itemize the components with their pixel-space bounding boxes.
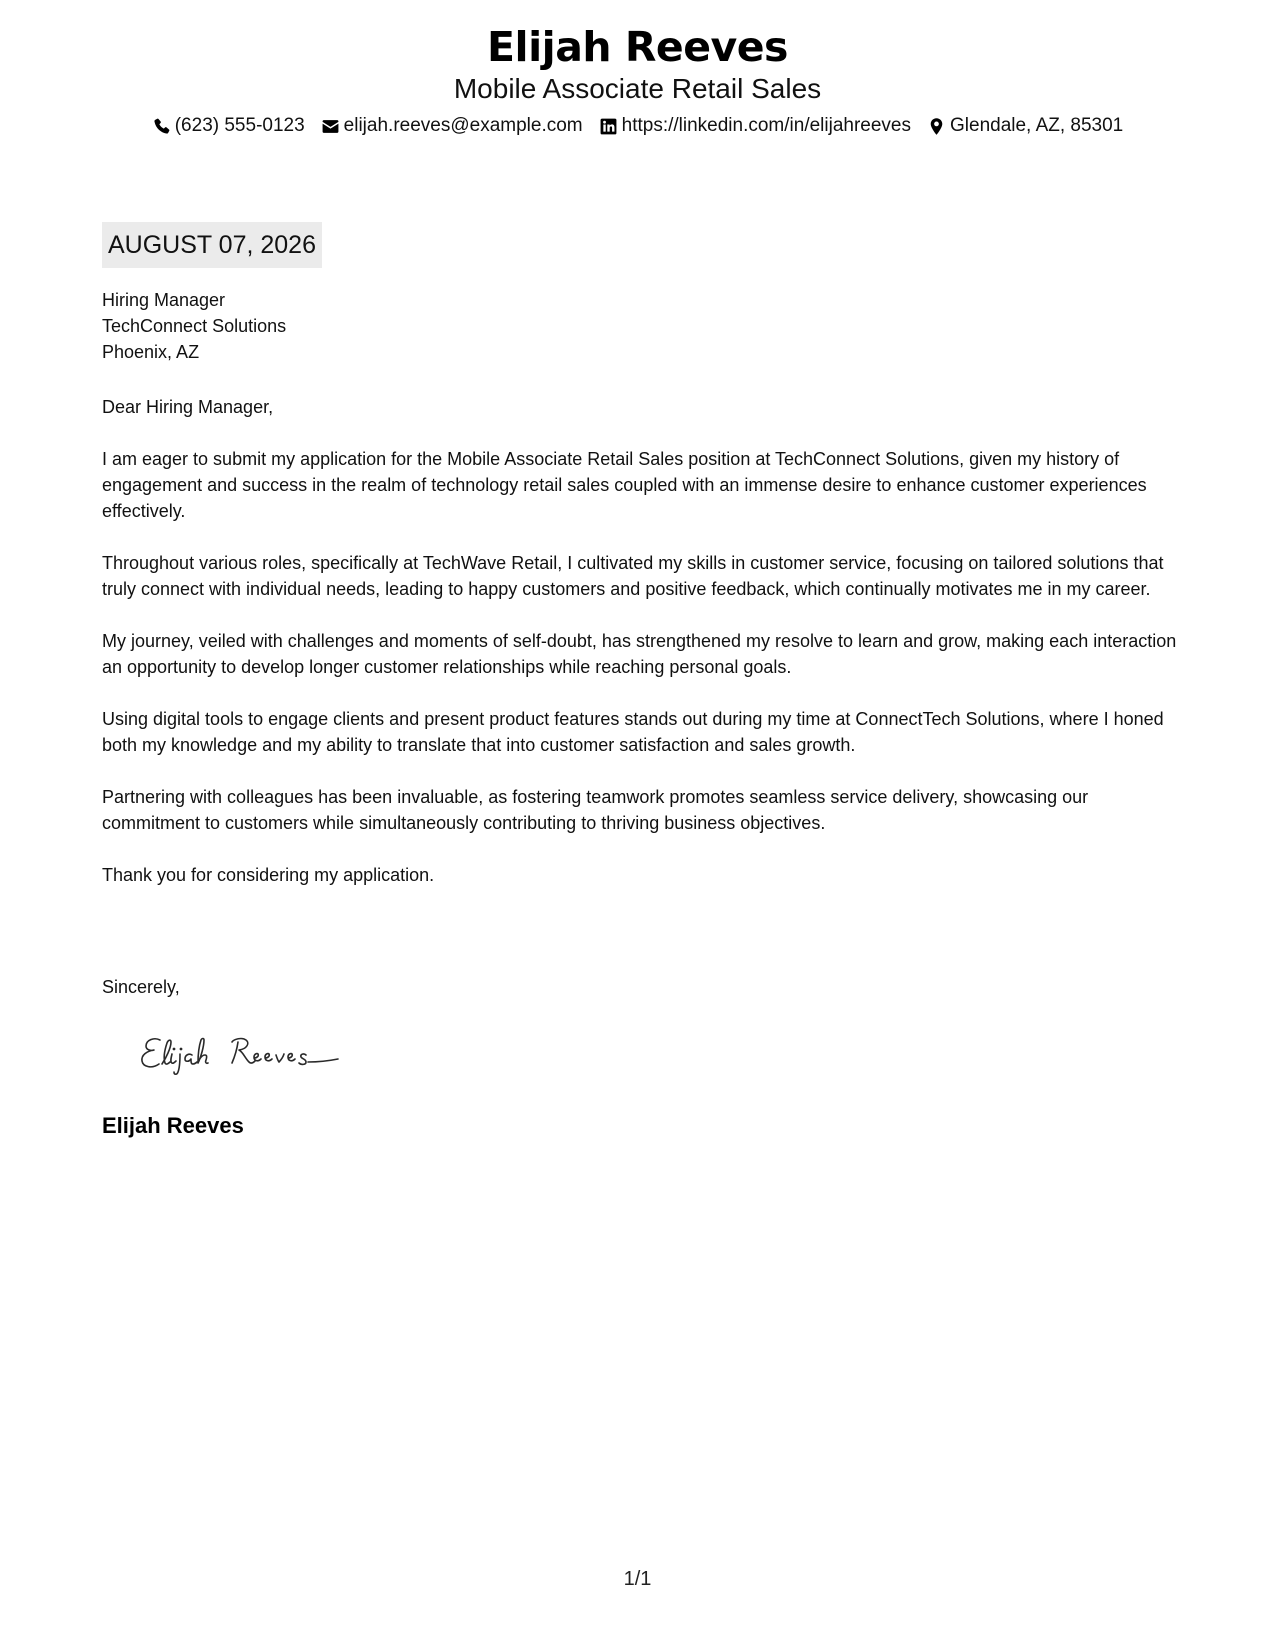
phone-text: (623) 555-0123	[174, 115, 305, 136]
thank-you-line: Thank you for considering my application.	[102, 865, 435, 885]
letter-date: AUGUST 07, 2026	[102, 222, 322, 268]
recipient-name: Hiring Manager	[102, 290, 226, 310]
recipient-block	[102, 287, 1177, 365]
linkedin-text: https://linkedin.com/in/elijahreeves	[621, 115, 911, 136]
body-paragraph: I am eager to submit my application for the Mobile Associate Retail Sales position at TechConnect Solutions, given my history of engagement and success in the realm of technology retail sales coupled with an immense desire to enhance customer experiences effectively.	[102, 449, 1147, 521]
page-number: 1/1	[623, 1568, 652, 1590]
contact-bar	[0, 114, 1275, 138]
email-text: elijah.reeves@example.com	[343, 115, 583, 136]
letter-body	[102, 287, 1177, 888]
phone-icon	[152, 117, 171, 136]
signer-name: Elijah Reeves	[102, 1113, 244, 1138]
body-paragraph: Using digital tools to engage clients and present product features stands out during my time at ConnectTech Solutions, where I honed both my knowledge and my ability to translate that into customer satisfaction and sales growth.	[102, 709, 1164, 755]
salutation: Dear Hiring Manager,	[102, 397, 274, 417]
contact-linkedin[interactable]	[599, 114, 911, 138]
applicant-name: Elijah Reeves	[487, 23, 788, 71]
closing: Sincerely,	[102, 977, 180, 997]
recipient-company: TechConnect Solutions	[102, 316, 287, 336]
handwritten-signature	[132, 1024, 352, 1084]
contact-email[interactable]	[321, 114, 583, 138]
recipient-location: Phoenix, AZ	[102, 342, 200, 362]
body-paragraph: My journey, veiled with challenges and moments of self-doubt, has strengthened my resolve to learn and grow, making each interaction an opportunity to develop longer customer relationships while reaching personal goals.	[102, 631, 1177, 677]
body-paragraph: Throughout various roles, specifically at TechWave Retail, I cultivated my skills in customer service, focusing on tailored solutions that truly connect with individual needs, leading to happy customers and positive feedback, which continually motivates me in my career.	[102, 553, 1164, 599]
map-pin-icon	[927, 117, 946, 136]
letter-header	[0, 22, 1275, 138]
envelope-icon	[321, 117, 340, 136]
body-paragraph: Partnering with colleagues has been invaluable, as fostering teamwork promotes seamless service delivery, showcasing our commitment to customers while simultaneously contributing to thriving business objectives.	[102, 787, 1089, 833]
linkedin-icon	[599, 117, 618, 136]
location-text: Glendale, AZ, 85301	[950, 115, 1124, 136]
job-title: Mobile Associate Retail Sales	[453, 73, 822, 104]
contact-phone[interactable]	[152, 114, 305, 138]
contact-location[interactable]	[927, 114, 1123, 138]
